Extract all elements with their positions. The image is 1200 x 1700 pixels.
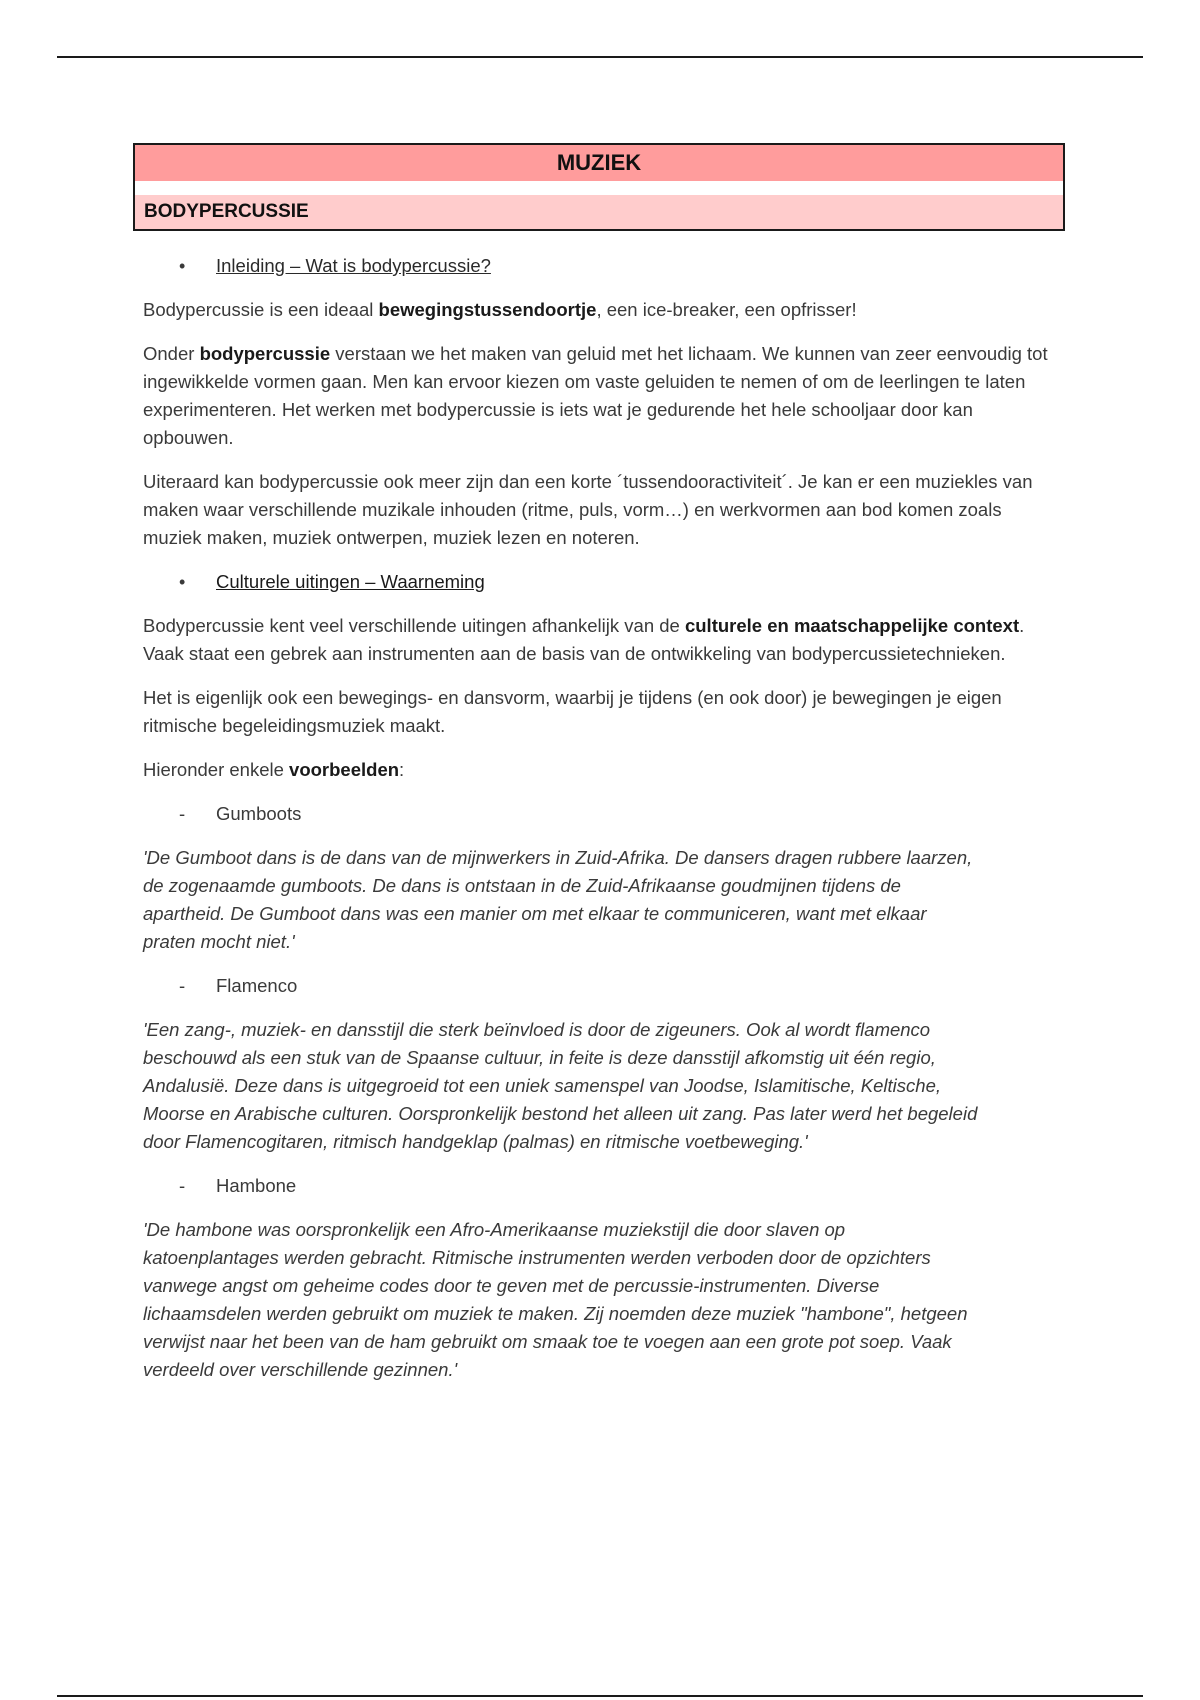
- p6-text-a: Hieronder enkele: [143, 759, 290, 780]
- page-title: MUZIEK: [135, 145, 1063, 181]
- title-gap: [135, 181, 1063, 195]
- culture-heading: [143, 568, 1063, 596]
- example-hambone: [143, 1172, 1063, 1200]
- paragraph-5: Het is eigenlijk ook een bewegings- en dansvorm, waarbij je tijdens (en ook door) je bewegingen je eigen ritmische begeleidingsmuziek maakt.: [143, 687, 1002, 736]
- document-body: [143, 252, 1063, 1400]
- bullet-mark: •: [179, 256, 186, 276]
- example-name: Flamenco: [216, 975, 298, 996]
- intro-heading-label: Inleiding – Wat is bodypercussie?: [216, 255, 491, 276]
- bullet-mark: •: [179, 572, 186, 592]
- p4-text-c: . Vaak staat een gebrek aan instrumenten aan de basis van de ontwikkeling van bodypercussietechnieken.: [143, 615, 1025, 664]
- p4-bold: culturele en maatschappelijke context: [684, 615, 1020, 636]
- example-name: Hambone: [216, 1175, 297, 1196]
- paragraph-2: [143, 340, 1063, 452]
- p2-text-c: verstaan we het maken van geluid met het lichaam. We kunnen van zeer eenvoudig tot ingewikkelde vormen gaan. Men kan ervoor kiezen om vaste geluiden te nemen of om de leerlingen te laten experimenteren. Het werken met bodypercussie is iets wat je gedurende het hele schooljaar door kan opbouwen.: [143, 343, 1048, 448]
- section-title: BODYPERCUSSIE: [135, 195, 1063, 229]
- paragraph-1: [143, 296, 1063, 324]
- example-quote: 'De Gumboot dans is de dans van de mijnwerkers in Zuid-Afrika. De dansers dragen rubbere laarzen, de zogenaamde gumboots. De dans is ontstaan in de Zuid-Afrikaanse goudmijnen tijdens de apartheid. De Gumboot dans was een manier om met elkaar te communiceren, want met elkaar praten mocht niet.': [143, 847, 973, 952]
- dash-mark: -: [179, 975, 186, 996]
- culture-heading-label: Culturele uitingen – Waarneming: [216, 571, 485, 592]
- p1-bold: bewegingstussendoortje: [378, 299, 597, 320]
- example-gumboots: [143, 800, 1063, 828]
- p6-text-c: :: [399, 759, 405, 780]
- p2-text-a: Onder: [143, 343, 200, 364]
- dash-mark: -: [179, 1175, 186, 1196]
- p1-text-a: Bodypercussie is een ideaal: [143, 299, 379, 320]
- p4-text-a: Bodypercussie kent veel verschillende uitingen afhankelijk van de: [143, 615, 685, 636]
- example-name: Gumboots: [216, 803, 302, 824]
- paragraph-4: [143, 612, 1063, 668]
- example-quote: 'Een zang-, muziek- en dansstijl die sterk beïnvloed is door de zigeuners. Ook al wordt flamenco beschouwd als een stuk van de Spaanse cultuur, in feite is deze dansstijl afkomstig uit één regio, Andalusië. Deze dans is uitgegroeid tot een uniek samenspel van Joodse, Islamitische, Keltische, Moorse en Arabische culturen. Oorspronkelijk bestond het alleen uit zang. Pas later werd het begeleid door Flamencogitaren, ritmisch handgeklap (palmas) en ritmische voetbeweging.': [143, 1019, 978, 1152]
- top-rule: [57, 56, 1143, 58]
- p2-bold: bodypercussie: [199, 343, 331, 364]
- dash-mark: -: [179, 803, 186, 824]
- paragraph-6: [143, 756, 1063, 784]
- paragraph-3: Uiteraard kan bodypercussie ook meer zijn dan een korte ´tussendooractiviteit´. Je kan er een muziekles van maken waar verschillende muzikale inhouden (ritme, puls, vorm…) en werkvormen aan bod komen zoals muziek maken, muziek ontwerpen, muziek lezen en noteren.: [143, 471, 1033, 548]
- p1-text-c: , een ice-breaker, een opfrisser!: [596, 299, 857, 320]
- p6-bold: voorbeelden: [289, 759, 400, 780]
- title-box: [133, 143, 1065, 231]
- example-quote: 'De hambone was oorspronkelijk een Afro-Amerikaanse muziekstijl die door slaven op katoenplantages werden gebracht. Ritmische instrumenten werden verboden door de opzichters vanwege angst om geheime codes door te geven met de percussie-instrumenten. Diverse lichaamsdelen werden gebruikt om muziek te maken. Zij noemden deze muziek "hambone", hetgeen verwijst naar het been van de ham gebruikt om smaak toe te voegen aan een grote pot soep. Vaak verdeeld over verschillende gezinnen.': [143, 1219, 968, 1380]
- example-flamenco: [143, 972, 1063, 1000]
- intro-heading: [143, 252, 1063, 280]
- bottom-rule: [57, 1695, 1143, 1697]
